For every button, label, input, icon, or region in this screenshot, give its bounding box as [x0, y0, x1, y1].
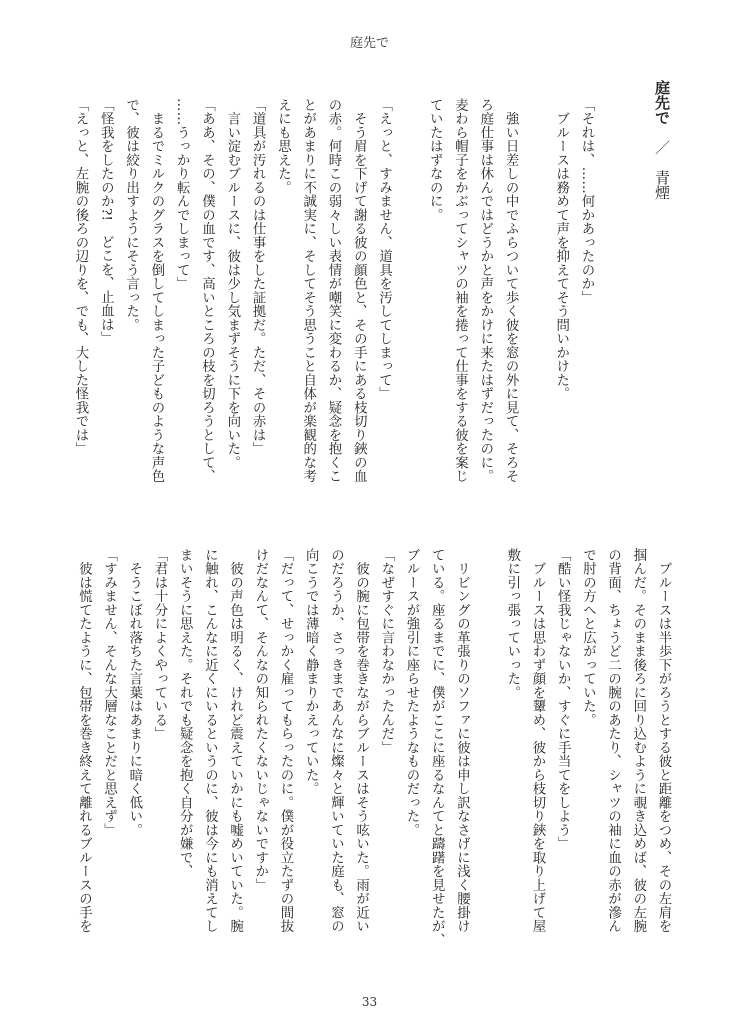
title-separator: ／: [653, 139, 671, 155]
text-line: 「酷い怪我じゃないか、すぐに手当てをしよう」: [555, 548, 571, 851]
page-number: 33: [361, 995, 378, 1009]
text-line: まいそうに思えた。それでも疑念を抱く自分が嫌で、: [177, 548, 193, 878]
text-line: 強い日差しの中でふらついて歩く彼を窓の外に見て、そろそ: [503, 98, 519, 483]
text-line: の赤。何時この弱々しい表情が嘲笑に変わるか、疑念を抱くこ: [326, 98, 341, 483]
text-line: 麦わら帽子をかぶってシャツの袖を捲って仕事をする彼を案じ: [452, 98, 468, 483]
text-line: 「えっと、すみません、道具を汚してしまって」: [376, 98, 392, 401]
text-line: 「だって、せっかく雇ってもらったのに。僕が役立たずの間抜: [278, 548, 293, 933]
text-line: ていたはずなのに。: [427, 98, 443, 222]
text-line: 敷に引っ張っていった。: [504, 548, 520, 700]
text-line: まるでミルクのグラスを倒してしまった子どものような声色: [148, 98, 164, 483]
text-line: 彼は慌てたように、包帯を巻き終えて離れるブルースの手を: [76, 548, 92, 933]
text-line: で、彼は絞り出すようにそう言った。: [123, 98, 139, 332]
text-line: そう眉を下げて謝る彼の顔色と、その手にある枝切り鋏の血: [351, 98, 367, 483]
text-line: とがあまりに不誠実に、そしてそう思うこと自体が楽観的な考: [300, 98, 316, 483]
author-name: 青煙: [653, 169, 671, 200]
text-line: 「道具が汚れるのは仕事をした証拠だ。ただ、その赤は」: [250, 98, 266, 456]
running-head: 庭先で: [349, 36, 389, 51]
text-line: のだろうか、さっきまであんなに燦々と輝いていた庭も、窓の: [328, 548, 344, 933]
text-line: 「えっと、左腕の後ろの辺りを、でも、大した怪我では」: [73, 98, 88, 456]
text-line: えにも思えた。: [275, 98, 291, 195]
text-line: の背面、ちょうど二の腕のあたり、シャツの袖に血の赤が滲ん: [605, 548, 621, 933]
text-line: 「なぜすぐに言わなかったんだ」: [378, 548, 394, 755]
text-line: 「怪我をしたのか?! どこを、止血は」: [98, 98, 114, 346]
text-line: に触れ、こんなに近くにいるというのに、彼は今にも消えてし: [202, 548, 218, 933]
text-line: ブルースは務めて声を抑えてそう問いかけた。: [553, 98, 569, 401]
text-line: 「ああ、その、僕の血です、高いところの枝を切ろうとして、: [199, 98, 215, 483]
title-text: 庭先で: [653, 80, 671, 125]
text-line: 「すみません、そんな大層なことだと思えず」: [101, 548, 117, 837]
text-line: 向こうでは薄暗く静まりかえっていた。: [303, 548, 319, 796]
text-line: 「君は十分によくやっている」: [152, 548, 167, 741]
text-line: ブルースは思わず顔を顰め、彼から枝切り鋏を取り上げて屋: [530, 548, 545, 933]
text-line: 彼の腕に包帯を巻きながらブルースはそう呟いた。雨が近い: [353, 548, 369, 933]
text-line: ている。座るまでに、僕がここに座るなんてと躊躇を見せたが、: [429, 548, 445, 947]
text-line: ……うっかり転んでしまって」: [174, 98, 190, 291]
text-line: ブルースは半歩下がろうとする彼と距離をつめ、その左肩を: [656, 548, 671, 933]
text-line: ろ庭仕事は休んではどうかと声をかけに来たはずだったのに。: [477, 98, 493, 483]
text-line: リビングの革張りのソファに彼は申し訳なさげに浅く腰掛け: [454, 548, 470, 933]
story-title: [650, 80, 674, 200]
text-line: で肘の方へと広がっていた。: [580, 548, 596, 727]
text-line: そうこぼれ落ちた言葉はあまりに暗く低い。: [126, 548, 142, 837]
text-line: 「それは、……何かあったのか」: [579, 98, 594, 305]
text-line: ブルースが強引に座らせたようなものだった。: [404, 548, 419, 837]
text-line: 彼の声色は明るく、けれど震えていかにも嘘めいていた。腕: [227, 548, 243, 933]
text-line: 言い淀むブルースに、彼は少し気まずそうに下を向いた。: [224, 98, 240, 470]
text-line: けだなんて、そんなの知られたくないじゃないですか」: [252, 548, 268, 892]
text-line: 掴んだ。そのまま後ろに回り込むように覗き込めば、彼の左腕: [630, 548, 646, 933]
